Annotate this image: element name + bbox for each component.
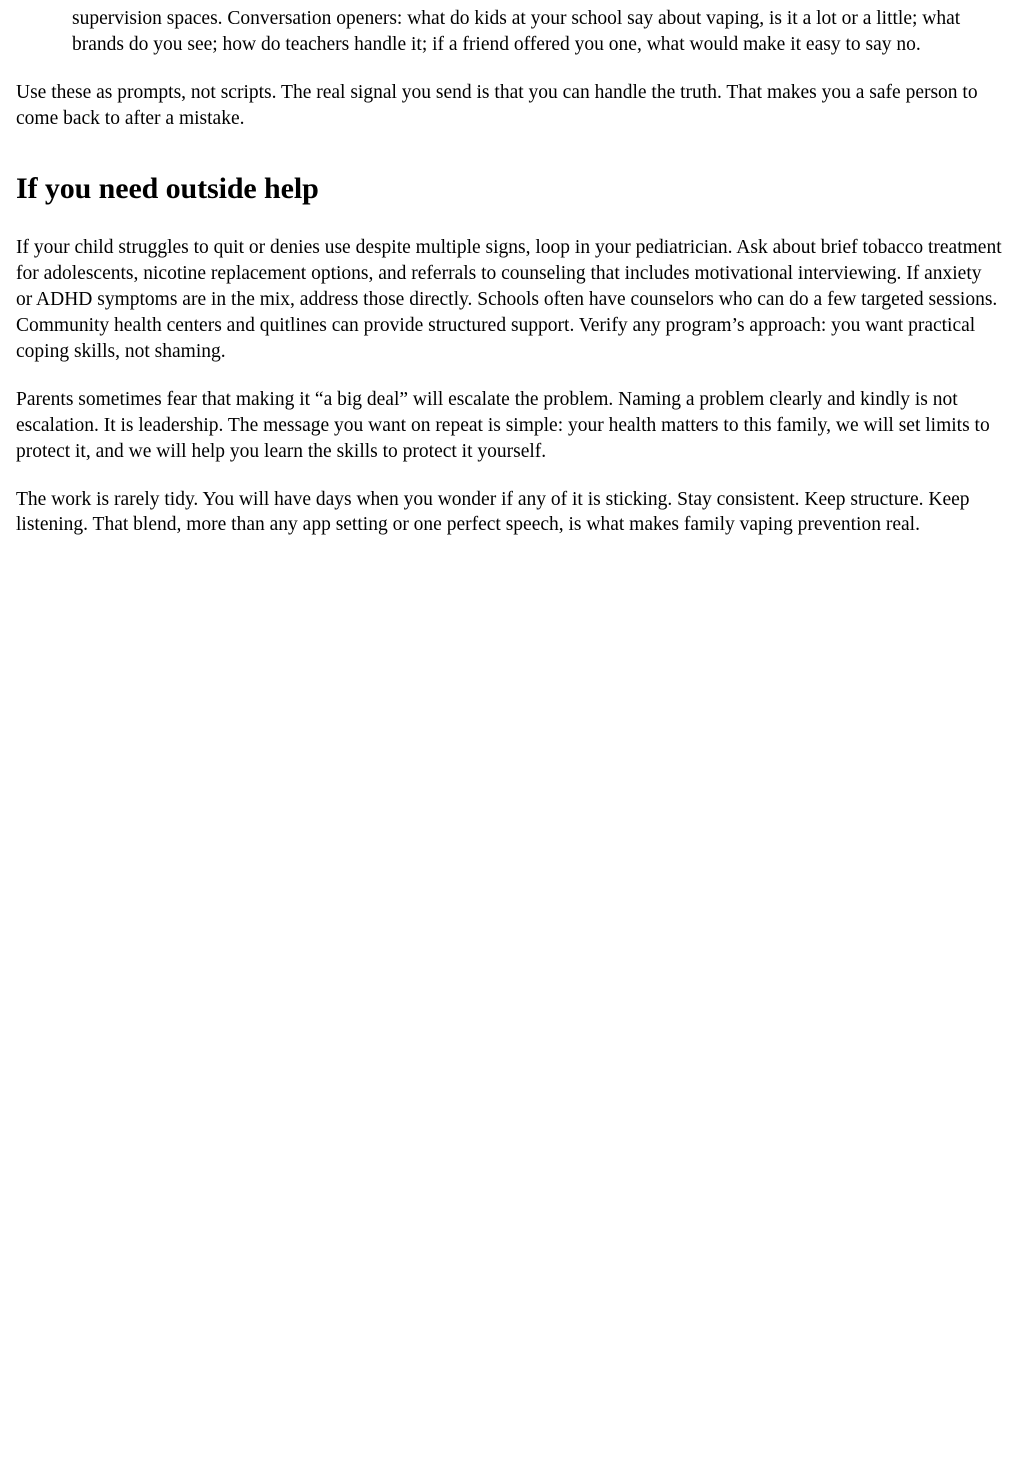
paragraph-big-deal: Parents sometimes fear that making it “a big deal” will escalate the problem. Naming a problem clearly and kindly is not escalation. It is leadership. The message you want on repeat is simple: your health matters to this family, we will set limits to protect it, and we will help you learn the skills to protect it yourself. — [16, 388, 990, 462]
paragraph-closing: The work is rarely tidy. You will have days when you wonder if any of it is sticking. Stay consistent. Keep structure. Keep listening. That blend, more than any app setting or one perfect speech, is what makes family vaping prevention real. — [16, 488, 970, 536]
heading-if-you-need-outside-help: If you need outside help — [16, 171, 319, 205]
paragraph-pediatrician: If your child struggles to quit or denies use despite multiple signs, loop in your pediatrician. Ask about brief tobacco treatment for adolescents, nicotine replacement options, and referrals to counseling that includes motivational interviewing. If anxiety or ADHD symptoms are in the mix, address those directly. Schools often have counselors who can do a few targeted sessions. Community health centers and quitlines can provide structured support. Verify any program’s approach: you want practical coping skills, not shaming. — [16, 237, 1002, 362]
paragraph-prompts: Use these as prompts, not scripts. The real signal you send is that you can handle the truth. That makes you a safe person to come back to after a mistake. — [16, 81, 978, 129]
page-bottom-whitespace — [16, 538, 1008, 1478]
continued-paragraph: supervision spaces. Conversation openers: what do kids at your school say about vaping, is it a lot or a little; what brands do you see; how do teachers handle it; if a friend offered you one, what would make it easy to say no. — [72, 8, 961, 55]
